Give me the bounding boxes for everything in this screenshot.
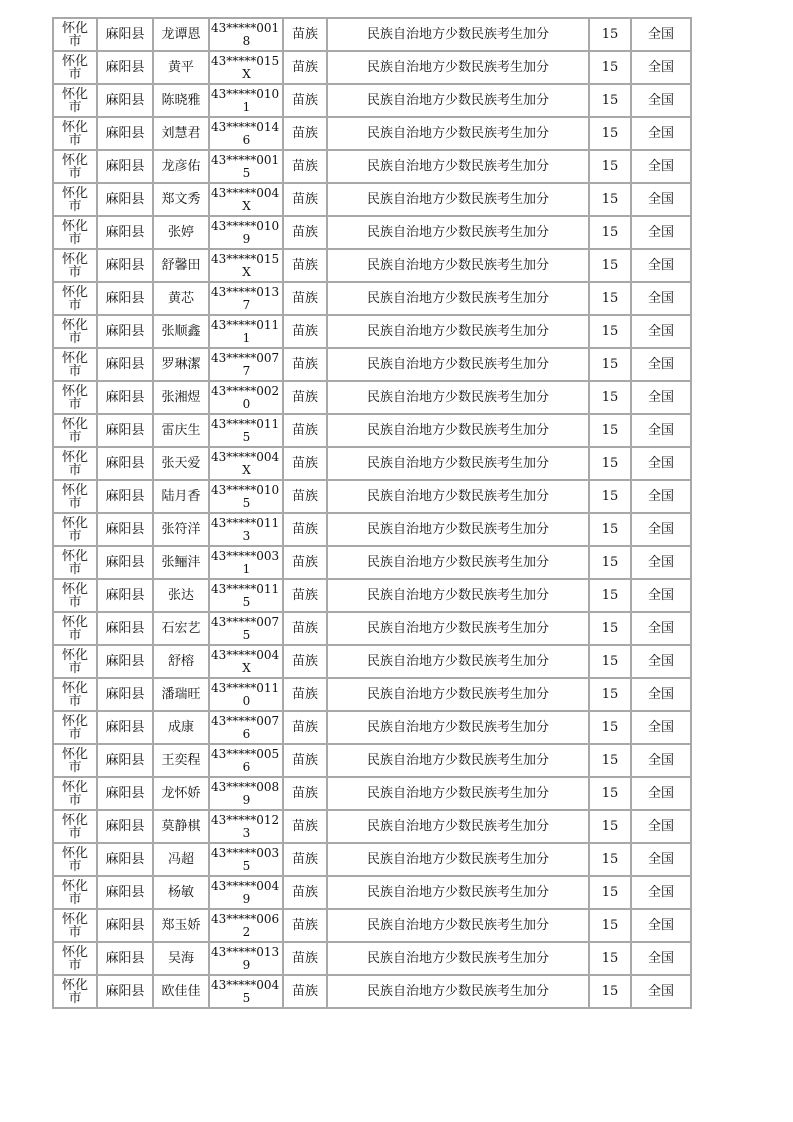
scope-cell: 全国 [631,513,691,546]
city-cell: 怀化 市 [53,909,97,942]
ethnicity-cell: 苗族 [283,315,327,348]
bonus-category-cell: 民族自治地方少数民族考生加分 [327,843,589,876]
ethnicity-cell: 苗族 [283,678,327,711]
county-cell: 麻阳县 [97,678,153,711]
scope-cell: 全国 [631,447,691,480]
county-cell: 麻阳县 [97,249,153,282]
scope-cell: 全国 [631,645,691,678]
id-number-cell: 43*****007 6 [209,711,283,744]
ethnicity-cell: 苗族 [283,777,327,810]
city-cell: 怀化 市 [53,678,97,711]
table-row [53,810,691,843]
name-cell: 张湘煜 [153,381,209,414]
id-number-cell: 43*****007 5 [209,612,283,645]
id-number-cell: 43*****011 1 [209,315,283,348]
ethnicity-cell: 苗族 [283,579,327,612]
table-row [53,612,691,645]
table-row [53,183,691,216]
id-number-cell: 43*****012 3 [209,810,283,843]
name-cell: 黄平 [153,51,209,84]
table-row [53,18,691,51]
bonus-points-cell: 15 [589,447,631,480]
county-cell: 麻阳县 [97,183,153,216]
city-cell: 怀化 市 [53,18,97,51]
city-cell: 怀化 市 [53,315,97,348]
bonus-points-cell: 15 [589,150,631,183]
id-number-cell: 43*****001 8 [209,18,283,51]
bonus-points-cell: 15 [589,315,631,348]
table-row [53,513,691,546]
bonus-points-cell: 15 [589,381,631,414]
id-number-cell: 43*****010 5 [209,480,283,513]
bonus-points-cell: 15 [589,348,631,381]
bonus-points-cell: 15 [589,480,631,513]
ethnicity-cell: 苗族 [283,414,327,447]
bonus-points-cell: 15 [589,810,631,843]
table-row [53,117,691,150]
bonus-category-cell: 民族自治地方少数民族考生加分 [327,876,589,909]
bonus-category-cell: 民族自治地方少数民族考生加分 [327,150,589,183]
county-cell: 麻阳县 [97,51,153,84]
bonus-category-cell: 民族自治地方少数民族考生加分 [327,645,589,678]
name-cell: 龙谭恩 [153,18,209,51]
city-cell: 怀化 市 [53,381,97,414]
table-row [53,414,691,447]
bonus-category-cell: 民族自治地方少数民族考生加分 [327,447,589,480]
county-cell: 麻阳县 [97,381,153,414]
bonus-points-cell: 15 [589,18,631,51]
city-cell: 怀化 市 [53,183,97,216]
county-cell: 麻阳县 [97,579,153,612]
scope-cell: 全国 [631,843,691,876]
county-cell: 麻阳县 [97,645,153,678]
scope-cell: 全国 [631,249,691,282]
table-row [53,579,691,612]
city-cell: 怀化 市 [53,942,97,975]
table-row [53,150,691,183]
name-cell: 龙彦佑 [153,150,209,183]
bonus-category-cell: 民族自治地方少数民族考生加分 [327,381,589,414]
name-cell: 陆月香 [153,480,209,513]
table-row [53,249,691,282]
id-number-cell: 43*****004 X [209,447,283,480]
county-cell: 麻阳县 [97,18,153,51]
ethnicity-cell: 苗族 [283,381,327,414]
id-number-cell: 43*****001 5 [209,150,283,183]
name-cell: 张符洋 [153,513,209,546]
scope-cell: 全国 [631,315,691,348]
name-cell: 罗琳潔 [153,348,209,381]
bonus-points-cell: 15 [589,216,631,249]
city-cell: 怀化 市 [53,843,97,876]
scope-cell: 全国 [631,975,691,1008]
ethnicity-cell: 苗族 [283,216,327,249]
name-cell: 杨敏 [153,876,209,909]
city-cell: 怀化 市 [53,612,97,645]
scope-cell: 全国 [631,612,691,645]
county-cell: 麻阳县 [97,480,153,513]
id-number-cell: 43*****004 X [209,645,283,678]
table-row [53,381,691,414]
city-cell: 怀化 市 [53,777,97,810]
scope-cell: 全国 [631,150,691,183]
name-cell: 舒馨田 [153,249,209,282]
county-cell: 麻阳县 [97,282,153,315]
name-cell: 欧佳佳 [153,975,209,1008]
ethnicity-cell: 苗族 [283,546,327,579]
bonus-category-cell: 民族自治地方少数民族考生加分 [327,975,589,1008]
bonus-category-cell: 民族自治地方少数民族考生加分 [327,282,589,315]
bonus-category-cell: 民族自治地方少数民族考生加分 [327,942,589,975]
scope-cell: 全国 [631,381,691,414]
name-cell: 雷庆生 [153,414,209,447]
id-number-cell: 43*****008 9 [209,777,283,810]
table-row [53,843,691,876]
bonus-category-cell: 民族自治地方少数民族考生加分 [327,612,589,645]
table-row [53,876,691,909]
id-number-cell: 43*****004 9 [209,876,283,909]
ethnicity-cell: 苗族 [283,84,327,117]
name-cell: 莫静棋 [153,810,209,843]
bonus-category-cell: 民族自治地方少数民族考生加分 [327,117,589,150]
scope-cell: 全国 [631,183,691,216]
id-number-cell: 43*****011 0 [209,678,283,711]
bonus-category-cell: 民族自治地方少数民族考生加分 [327,51,589,84]
name-cell: 吴海 [153,942,209,975]
table-row [53,315,691,348]
name-cell: 郑文秀 [153,183,209,216]
table-row [53,777,691,810]
bonus-points-cell: 15 [589,84,631,117]
county-cell: 麻阳县 [97,513,153,546]
scope-cell: 全国 [631,942,691,975]
bonus-points-cell: 15 [589,546,631,579]
city-cell: 怀化 市 [53,51,97,84]
name-cell: 刘慧君 [153,117,209,150]
city-cell: 怀化 市 [53,744,97,777]
id-number-cell: 43*****006 2 [209,909,283,942]
id-number-cell: 43*****005 6 [209,744,283,777]
city-cell: 怀化 市 [53,876,97,909]
ethnicity-cell: 苗族 [283,18,327,51]
bonus-category-cell: 民族自治地方少数民族考生加分 [327,579,589,612]
scope-cell: 全国 [631,711,691,744]
ethnicity-cell: 苗族 [283,249,327,282]
scope-cell: 全国 [631,579,691,612]
ethnicity-cell: 苗族 [283,183,327,216]
table-row [53,480,691,513]
county-cell: 麻阳县 [97,414,153,447]
city-cell: 怀化 市 [53,249,97,282]
name-cell: 冯超 [153,843,209,876]
ethnicity-cell: 苗族 [283,480,327,513]
table-row [53,447,691,480]
id-number-cell: 43*****010 1 [209,84,283,117]
name-cell: 张天爱 [153,447,209,480]
city-cell: 怀化 市 [53,711,97,744]
bonus-points-cell: 15 [589,579,631,612]
ethnicity-cell: 苗族 [283,348,327,381]
ethnicity-cell: 苗族 [283,843,327,876]
bonus-points-cell: 15 [589,909,631,942]
city-cell: 怀化 市 [53,414,97,447]
ethnicity-cell: 苗族 [283,117,327,150]
id-number-cell: 43*****014 6 [209,117,283,150]
name-cell: 张达 [153,579,209,612]
county-cell: 麻阳县 [97,117,153,150]
bonus-points-cell: 15 [589,612,631,645]
scope-cell: 全国 [631,480,691,513]
bonus-points-cell: 15 [589,117,631,150]
city-cell: 怀化 市 [53,348,97,381]
bonus-points-cell: 15 [589,282,631,315]
county-cell: 麻阳县 [97,315,153,348]
table-row [53,645,691,678]
scope-cell: 全国 [631,876,691,909]
table-row [53,711,691,744]
city-cell: 怀化 市 [53,645,97,678]
bonus-category-cell: 民族自治地方少数民族考生加分 [327,18,589,51]
table-row [53,942,691,975]
scope-cell: 全国 [631,117,691,150]
bonus-category-cell: 民族自治地方少数民族考生加分 [327,546,589,579]
scope-cell: 全国 [631,909,691,942]
county-cell: 麻阳县 [97,348,153,381]
scope-cell: 全国 [631,84,691,117]
county-cell: 麻阳县 [97,942,153,975]
bonus-points-cell: 15 [589,975,631,1008]
bonus-points-cell: 15 [589,249,631,282]
id-number-cell: 43*****015 X [209,51,283,84]
city-cell: 怀化 市 [53,447,97,480]
county-cell: 麻阳县 [97,843,153,876]
ethnicity-cell: 苗族 [283,612,327,645]
bonus-points-cell: 15 [589,711,631,744]
county-cell: 麻阳县 [97,777,153,810]
name-cell: 张顺鑫 [153,315,209,348]
county-cell: 麻阳县 [97,975,153,1008]
name-cell: 舒榕 [153,645,209,678]
bonus-points-cell: 15 [589,183,631,216]
scope-cell: 全国 [631,777,691,810]
name-cell: 郑玉娇 [153,909,209,942]
bonus-points-cell: 15 [589,744,631,777]
county-cell: 麻阳县 [97,216,153,249]
bonus-category-cell: 民族自治地方少数民族考生加分 [327,315,589,348]
ethnicity-cell: 苗族 [283,876,327,909]
ethnicity-cell: 苗族 [283,645,327,678]
id-number-cell: 43*****002 0 [209,381,283,414]
bonus-points-cell: 15 [589,51,631,84]
city-cell: 怀化 市 [53,513,97,546]
bonus-category-cell: 民族自治地方少数民族考生加分 [327,249,589,282]
scope-cell: 全国 [631,216,691,249]
name-cell: 成康 [153,711,209,744]
scope-cell: 全国 [631,18,691,51]
scope-cell: 全国 [631,744,691,777]
ethnicity-cell: 苗族 [283,744,327,777]
table-row [53,546,691,579]
table-row [53,282,691,315]
name-cell: 张鲡沣 [153,546,209,579]
bonus-points-cell: 15 [589,876,631,909]
bonus-category-cell: 民族自治地方少数民族考生加分 [327,84,589,117]
id-number-cell: 43*****011 5 [209,414,283,447]
id-number-cell: 43*****011 3 [209,513,283,546]
name-cell: 张婷 [153,216,209,249]
ethnicity-cell: 苗族 [283,51,327,84]
ethnicity-cell: 苗族 [283,513,327,546]
id-number-cell: 43*****013 7 [209,282,283,315]
table-row [53,216,691,249]
county-cell: 麻阳县 [97,84,153,117]
county-cell: 麻阳县 [97,810,153,843]
city-cell: 怀化 市 [53,216,97,249]
id-number-cell: 43*****003 1 [209,546,283,579]
bonus-points-cell: 15 [589,678,631,711]
city-cell: 怀化 市 [53,117,97,150]
ethnicity-cell: 苗族 [283,447,327,480]
county-cell: 麻阳县 [97,711,153,744]
bonus-points-cell: 15 [589,645,631,678]
bonus-category-cell: 民族自治地方少数民族考生加分 [327,414,589,447]
table-row [53,744,691,777]
bonus-category-cell: 民族自治地方少数民族考生加分 [327,183,589,216]
bonus-points-cell: 15 [589,843,631,876]
scope-cell: 全国 [631,546,691,579]
scope-cell: 全国 [631,810,691,843]
ethnicity-cell: 苗族 [283,150,327,183]
bonus-category-cell: 民族自治地方少数民族考生加分 [327,513,589,546]
city-cell: 怀化 市 [53,810,97,843]
id-number-cell: 43*****007 7 [209,348,283,381]
bonus-points-cell: 15 [589,942,631,975]
ethnicity-cell: 苗族 [283,942,327,975]
scope-cell: 全国 [631,51,691,84]
ethnicity-cell: 苗族 [283,711,327,744]
bonus-points-cell: 15 [589,777,631,810]
county-cell: 麻阳县 [97,744,153,777]
bonus-category-cell: 民族自治地方少数民族考生加分 [327,810,589,843]
name-cell: 龙怀娇 [153,777,209,810]
ethnicity-cell: 苗族 [283,909,327,942]
bonus-points-cell: 15 [589,414,631,447]
city-cell: 怀化 市 [53,975,97,1008]
bonus-category-cell: 民族自治地方少数民族考生加分 [327,909,589,942]
city-cell: 怀化 市 [53,480,97,513]
bonus-category-cell: 民族自治地方少数民族考生加分 [327,348,589,381]
scope-cell: 全国 [631,678,691,711]
name-cell: 王奕程 [153,744,209,777]
id-number-cell: 43*****004 X [209,183,283,216]
id-number-cell: 43*****011 5 [209,579,283,612]
county-cell: 麻阳县 [97,876,153,909]
table-row [53,84,691,117]
city-cell: 怀化 市 [53,150,97,183]
table-row [53,348,691,381]
name-cell: 潘瑞旺 [153,678,209,711]
bonus-category-cell: 民族自治地方少数民族考生加分 [327,777,589,810]
bonus-category-cell: 民族自治地方少数民族考生加分 [327,711,589,744]
county-cell: 麻阳县 [97,447,153,480]
table-row [53,909,691,942]
bonus-points-cell: 15 [589,513,631,546]
city-cell: 怀化 市 [53,579,97,612]
bonus-category-cell: 民族自治地方少数民族考生加分 [327,216,589,249]
county-cell: 麻阳县 [97,909,153,942]
name-cell: 石宏艺 [153,612,209,645]
scope-cell: 全国 [631,414,691,447]
id-number-cell: 43*****004 5 [209,975,283,1008]
table-row [53,975,691,1008]
county-cell: 麻阳县 [97,546,153,579]
ethnicity-cell: 苗族 [283,975,327,1008]
name-cell: 黄芯 [153,282,209,315]
id-number-cell: 43*****010 9 [209,216,283,249]
bonus-points-table [52,17,692,1009]
ethnicity-cell: 苗族 [283,282,327,315]
city-cell: 怀化 市 [53,84,97,117]
bonus-category-cell: 民族自治地方少数民族考生加分 [327,744,589,777]
bonus-category-cell: 民族自治地方少数民族考生加分 [327,678,589,711]
city-cell: 怀化 市 [53,282,97,315]
table-row [53,678,691,711]
table-body [53,18,691,1008]
scope-cell: 全国 [631,348,691,381]
city-cell: 怀化 市 [53,546,97,579]
id-number-cell: 43*****003 5 [209,843,283,876]
id-number-cell: 43*****015 X [209,249,283,282]
id-number-cell: 43*****013 9 [209,942,283,975]
county-cell: 麻阳县 [97,150,153,183]
bonus-category-cell: 民族自治地方少数民族考生加分 [327,480,589,513]
county-cell: 麻阳县 [97,612,153,645]
ethnicity-cell: 苗族 [283,810,327,843]
name-cell: 陈晓雅 [153,84,209,117]
scope-cell: 全国 [631,282,691,315]
table-row [53,51,691,84]
